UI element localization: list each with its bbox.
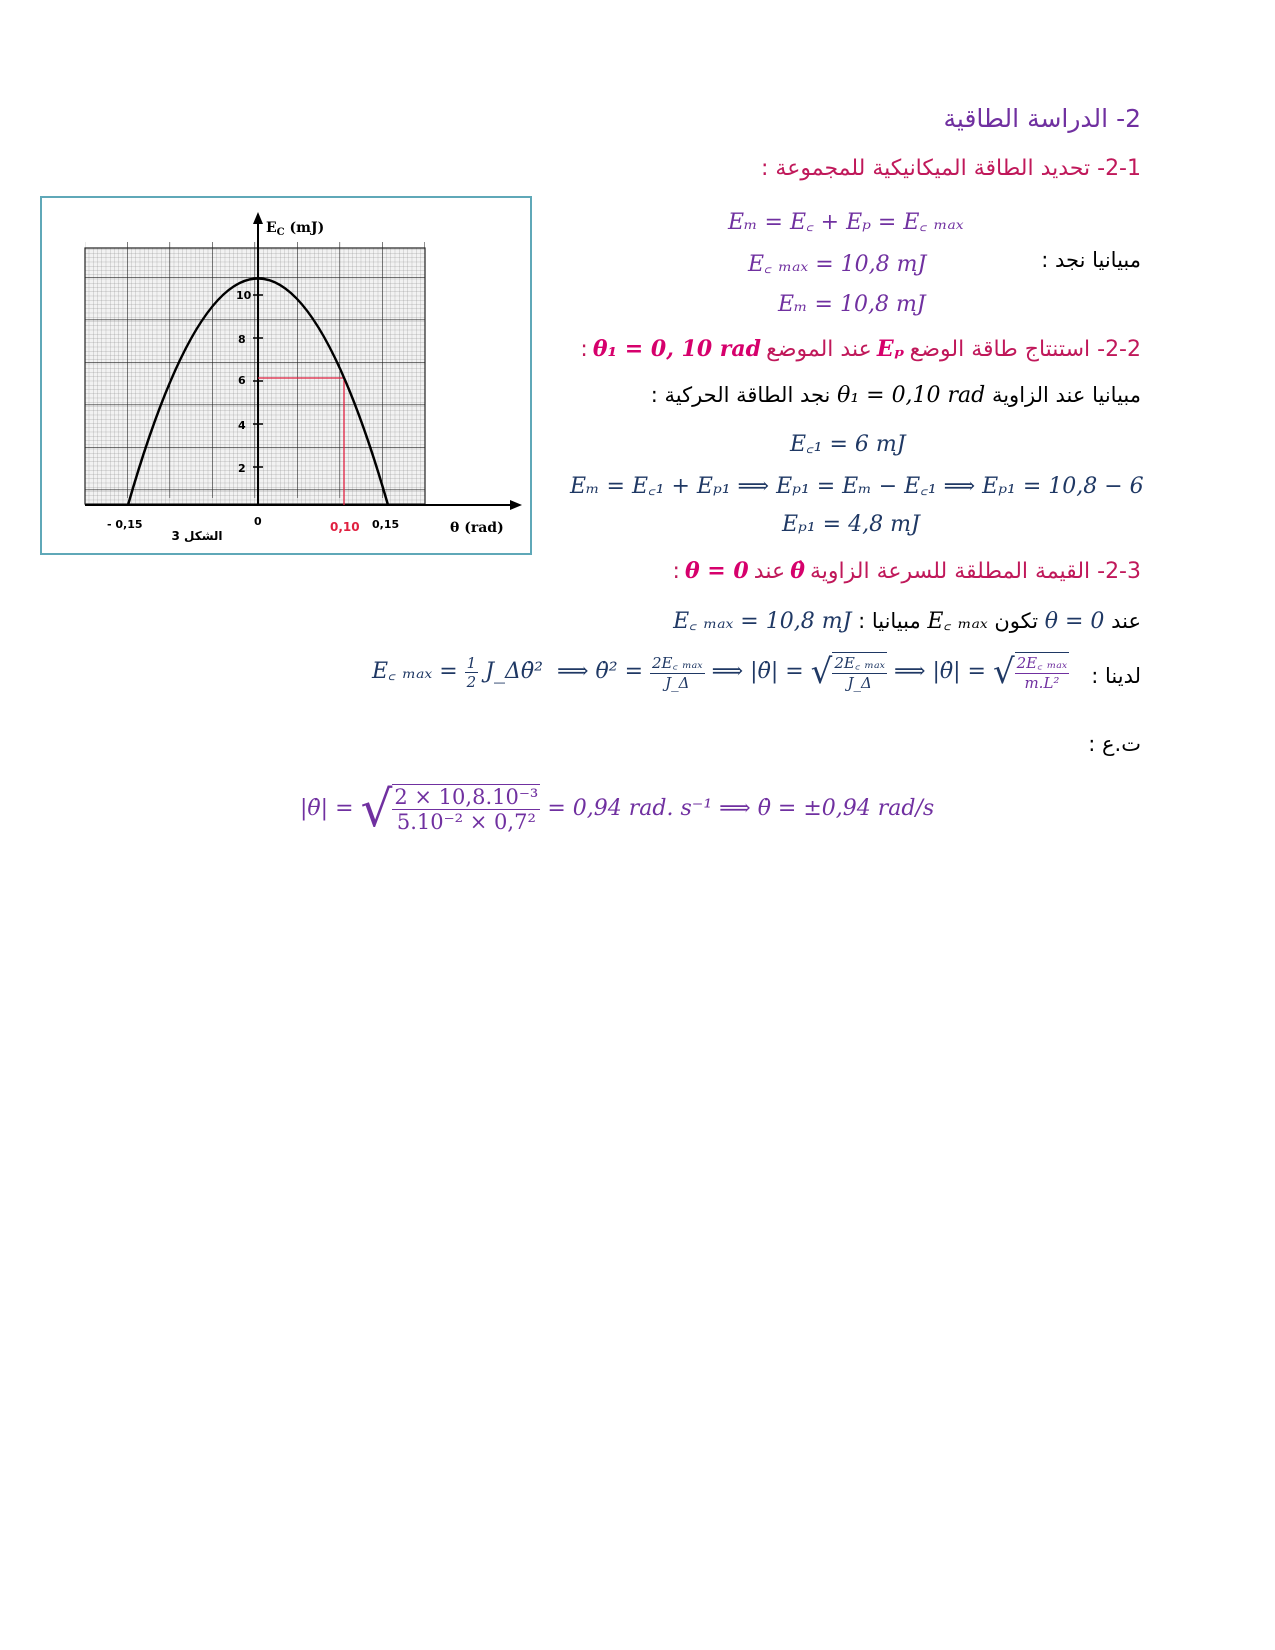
section-heading: 2- الدراسة الطاقية (943, 104, 1141, 133)
formula-arrow-1: ⟹ θ̇² = (556, 659, 644, 684)
subsection-2-2-title-end: : (580, 337, 588, 362)
equation-mechanical-energy: Eₘ = E꜀ + Eₚ = E꜀ ₘₐₓ (728, 210, 964, 235)
final-lhs: |θ̇| = (300, 796, 354, 821)
equation-ep1-value: Eₚ₁ = 4,8 mJ (782, 512, 920, 537)
figure-caption: الشكل 3 (171, 529, 223, 543)
y-tick-label-2: 2 (238, 462, 246, 475)
ec-max-eq-3: E꜀ ₘₐₓ = 10,8 mJ (673, 609, 852, 634)
final-rhs: = 0,94 rad. s⁻¹ ⟹ θ̇ = ±0,94 rad/s (547, 796, 935, 821)
x-tick-label-zero: 0 (254, 515, 262, 528)
y-tick-label-6: 6 (238, 374, 246, 387)
ec-max-line (673, 605, 1141, 635)
fraction-3-num: 2E꜀ ₘₐₓ (1016, 654, 1068, 672)
y-axis-arrow (253, 212, 263, 224)
subsection-2-1-title: 2-1- تحديد الطاقة الميكانيكية للمجموعة : (761, 156, 1141, 181)
formula-final-value (300, 780, 934, 838)
ec-max-text-1: عند (1111, 609, 1141, 633)
kinetic-energy-graph (42, 198, 530, 553)
subsection-2-3-title-text: 2-3- القيمة المطلقة للسرعة الزاوية (809, 559, 1141, 584)
fraction-1-num: 2E꜀ ₘₐₓ (652, 653, 703, 672)
fraction-2-den: J_Δ (847, 674, 872, 692)
graph-angle-line (651, 383, 1141, 408)
y-tick-label-8: 8 (238, 333, 246, 346)
formula-arrow-3: ⟹ |θ̇| = (893, 659, 986, 684)
x-axis-label: θ (rad) (450, 520, 504, 536)
ec-max-eq-2: E꜀ ₘₐₓ (927, 609, 988, 634)
formula-arrow-2: ⟹ |θ̇| = (711, 659, 804, 684)
sqrt-final: √ $\frac{\text{2 × 10,8.10⁻³}}{\text{5.10⁻² × 0,7²}}$ (360, 780, 539, 838)
formula-lhs: E꜀ ₘₐₓ = (372, 659, 458, 684)
subsection-2-2-title-mid: عند الموضع (766, 337, 872, 362)
formula-j-term: J_Δθ̇² (485, 659, 543, 684)
subsection-2-2-title-eq: θ₁ = 0, 10 rad (592, 336, 762, 362)
equation-em-value: Eₘ = 10,8 mJ (778, 292, 926, 317)
fraction-final-den: 5.10⁻² × 0,7² (396, 810, 536, 834)
graph-angle-text-b: نجد الطاقة الحركية : (650, 383, 831, 407)
subsection-2-3-title-end: : (672, 559, 680, 584)
fraction-2-num: 2E꜀ ₘₐₓ (834, 654, 885, 672)
graph-angle-eq: θ₁ = 0,10 rad (837, 383, 986, 408)
fraction-half (465, 654, 479, 691)
fraction-3-den: m.L² (1024, 674, 1060, 692)
graph-angle-text-a: مبيانيا عند الزاوية (991, 383, 1141, 407)
formula-angular-speed (372, 652, 1069, 692)
fraction-1 (650, 653, 705, 692)
y-tick-label-4: 4 (238, 419, 246, 432)
sqrt-1: √ $\frac{\text{2E꜀ ₘₐₓ}}{J\_\Delta}$ (810, 652, 885, 692)
fraction-2 (832, 653, 887, 692)
y-tick-label-10: 10 (236, 289, 252, 302)
fraction-half-den: 2 (466, 672, 477, 691)
subsection-2-3-title-mid: عند (753, 559, 786, 584)
x-axis-arrow (510, 500, 522, 510)
equation-ec-max: E꜀ ₘₐₓ = 10,8 mJ (748, 252, 927, 277)
fraction-final-num: 2 × 10,8.10⁻³ (394, 785, 539, 809)
ec-max-eq-1: θ = 0 (1044, 609, 1105, 634)
equation-ec1: E꜀₁ = 6 mJ (790, 432, 906, 457)
graph-paper-grid (85, 242, 425, 504)
numeric-application-label: ت.ع : (1088, 732, 1141, 756)
x-tick-label-010: 0,10 (330, 520, 360, 534)
x-tick-label-minus-015: - 0,15 (107, 518, 143, 531)
subsection-2-2-title (580, 336, 1141, 362)
sqrt-2: √ $\frac{\text{2E꜀ ₘₐₓ}}{\text{m.L²}}$ (992, 652, 1068, 692)
figure-frame (40, 196, 532, 555)
ec-max-text-2: تكون (994, 609, 1039, 633)
fraction-final (392, 785, 540, 834)
ec-max-text-3: مبيانيا : (858, 609, 921, 633)
x-tick-label-015: 0,15 (372, 518, 400, 531)
subsection-2-2-title-text: 2-2- استنتاج طاقة الوضع (909, 337, 1141, 362)
fraction-3 (1015, 653, 1070, 692)
subsection-2-3-title-sym: θ̇ (790, 558, 805, 584)
equation-ep1-derivation: Eₘ = E꜀₁ + Eₚ₁ ⟹ Eₚ₁ = Eₘ − E꜀₁ ⟹ Eₚ₁ = 10,8 − 6 (570, 474, 1144, 499)
graph-reading-label: مبيانيا نجد : (1041, 248, 1141, 272)
ladina-label: لدينا : (1091, 664, 1141, 688)
fraction-half-num: 1 (466, 653, 477, 672)
subsection-2-2-title-ep: Eₚ (876, 336, 905, 362)
fraction-1-den: J_Δ (665, 673, 690, 692)
y-axis-label: $E_C$ (mJ) (266, 220, 325, 238)
subsection-2-3-title (672, 558, 1141, 584)
subsection-2-3-title-eq: θ = 0 (684, 558, 749, 584)
